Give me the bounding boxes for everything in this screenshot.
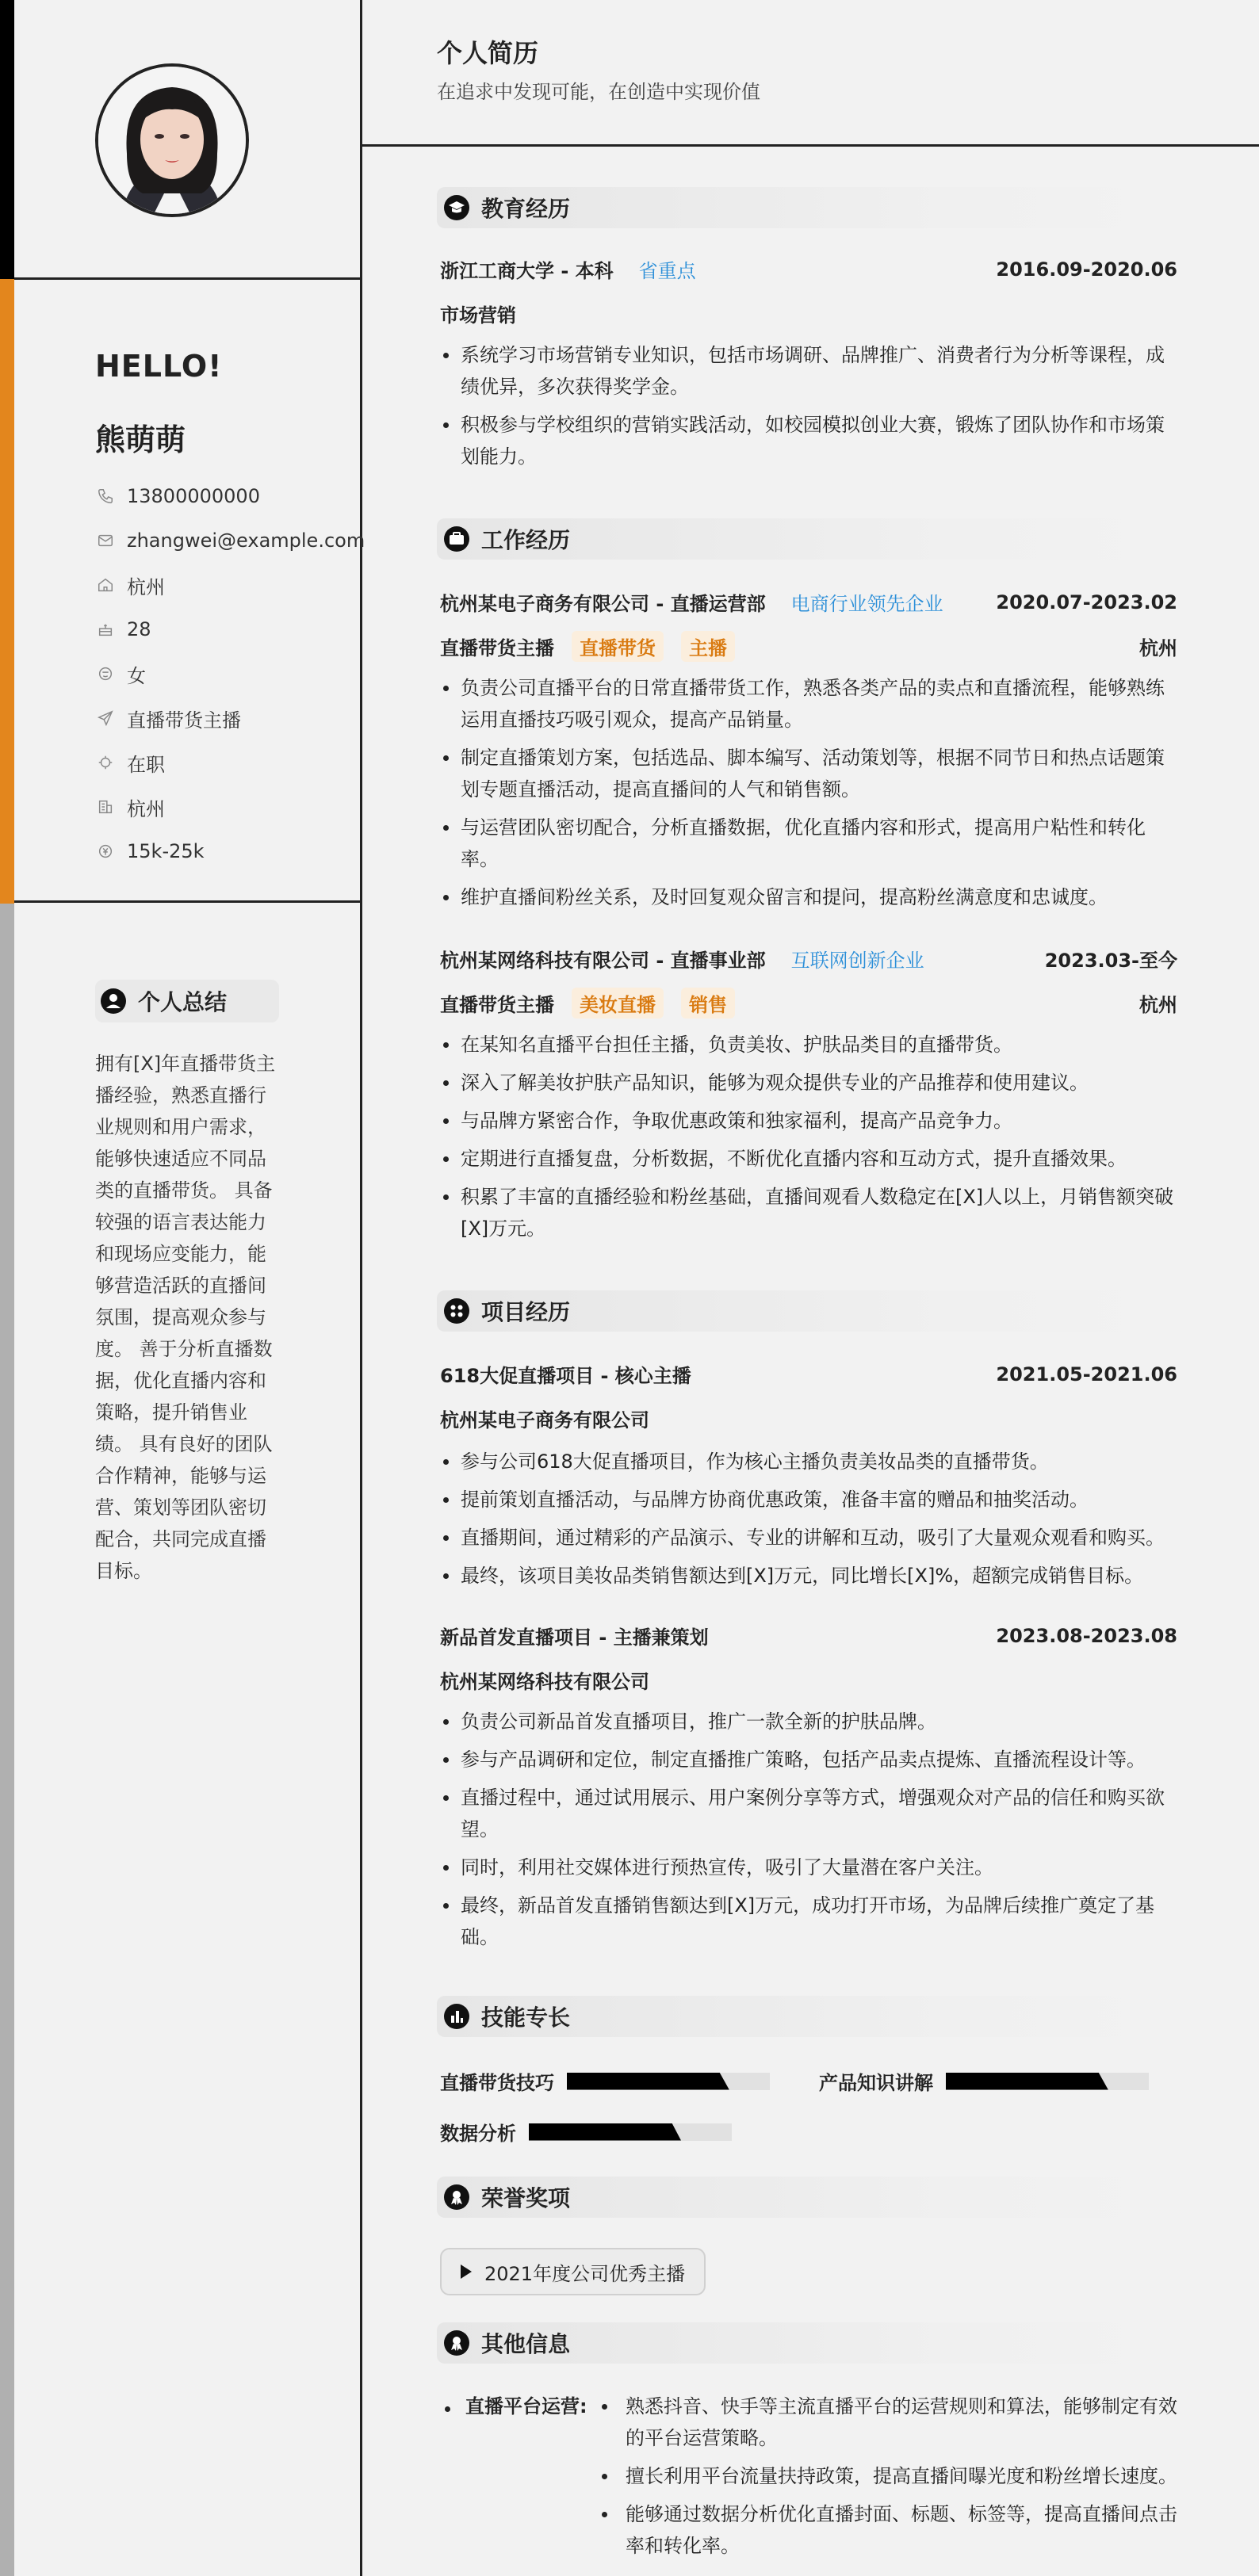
summary-text: 拥有[X]年直播带货主播经验，熟悉直播行业规则和用户需求，能够快速适应不同品类的直播带货。 具备较强的语言表达能力和现场应变能力，能够营造活跃的直播间氛围，提高观众参与度。 善于分析直播数据，优化直播内容和策略，提升销售业绩。 具有良好的团队合作精神，能够与运营、策划等团队密切配合，共同完成直播目标。 [95, 1053, 276, 1582]
list-item: 同时，利用社交媒体进行预热宣传，吸引了大量潜在客户关注。 [440, 1852, 1179, 1883]
header-divider [362, 144, 1259, 147]
contact-email-text: zhangwei@example.com [127, 529, 365, 552]
bar-chart-icon [443, 2003, 470, 2030]
skill-bar [529, 2123, 732, 2141]
education-bullets [440, 339, 1179, 479]
job-tag: 主播 [681, 631, 735, 662]
list-item: 与运营团队密切配合，分析直播数据，优化直播内容和形式，提高用户粘性和转化率。 [440, 812, 1179, 875]
sidebar [0, 0, 365, 2576]
job-tag: 美妆直播 [572, 988, 664, 1019]
project-header-row [440, 1622, 1177, 1649]
contact-city [95, 785, 365, 829]
project-name: 新品首发直播项目 - 主播兼策划 [440, 1626, 709, 1649]
job-tag: 直播带货 [572, 631, 664, 662]
job-company: 杭州某电子商务有限公司 - 直播运营部 [440, 593, 766, 615]
salary-icon [95, 841, 116, 862]
skill-bar-fill [567, 2073, 729, 2090]
contact-salary [95, 829, 365, 873]
skill-bar [946, 2073, 1149, 2090]
bullet-dot [445, 2406, 450, 2412]
graduation-cap-icon [443, 194, 470, 221]
list-item: 直播期间，通过精彩的产品演示、专业的讲解和互动，吸引了大量观众观看和购买。 [440, 1522, 1179, 1554]
job-city: 杭州 [1139, 637, 1177, 659]
list-item: 维护直播间粉丝关系，及时回复观众留言和提问，提高粉丝满意度和忠诚度。 [440, 881, 1179, 913]
main-content [362, 0, 1259, 2576]
award-chip [440, 2248, 706, 2295]
gender-icon [95, 663, 116, 684]
summary-title: 个人总结 [138, 989, 228, 1015]
avatar [95, 63, 249, 217]
other-label: 直播平台运营: [465, 2395, 587, 2417]
grid-icon [443, 1298, 470, 1324]
mail-icon [95, 530, 116, 551]
project-bullets [440, 1446, 1179, 1598]
job-city: 杭州 [1139, 994, 1177, 1016]
page-title: 个人简历 [437, 38, 539, 68]
other-bullets [599, 2391, 1185, 2568]
education-heading [437, 187, 1179, 228]
job-company-tag: 电商行业领先企业 [790, 593, 943, 615]
project-name: 618大促直播项目 - 核心主播 [440, 1365, 691, 1387]
contact-phone-text: 13800000000 [127, 485, 260, 507]
skill-bar-fill [946, 2073, 1108, 2090]
other-heading [437, 2322, 1179, 2364]
project-company: 杭州某电子商务有限公司 [440, 1409, 649, 1431]
education-major-row [440, 300, 1177, 327]
list-item: 制定直播策划方案，包括选品、脚本编写、活动策划等，根据不同节日和热点话题策划专题直播活动，提高直播间的人气和销售额。 [440, 742, 1179, 805]
list-item: 最终，该项目美妆品类销售额达到[X]万元，同比增长[X]%，超额完成销售目标。 [440, 1560, 1179, 1592]
project-company-row [440, 1405, 1177, 1432]
job-role-row [440, 631, 1177, 662]
list-item: 熟悉抖音、快手等主流直播平台的运营规则和算法，能够制定有效的平台运营策略。 [599, 2391, 1185, 2454]
education-date: 2016.09-2020.06 [996, 258, 1177, 281]
contact-position-text: 直播带货主播 [127, 709, 241, 732]
contact-age-text: 28 [127, 618, 151, 640]
job-bullets [440, 1029, 1179, 1251]
list-item: 擅长利用平台流量扶持政策，提高直播间曝光度和粉丝增长速度。 [599, 2460, 1185, 2492]
job-header-row [440, 588, 1177, 616]
project-date: 2023.08-2023.08 [996, 1624, 1177, 1647]
contact-salary-text: 15k-25k [127, 840, 205, 862]
hello-heading: HELLO! [95, 349, 223, 384]
contact-email [95, 518, 365, 563]
skill-item [440, 2067, 770, 2095]
status-icon [95, 752, 116, 773]
job-date: 2020.07-2023.02 [996, 590, 1177, 613]
project-bullets [440, 1706, 1179, 1959]
cake-icon [95, 619, 116, 640]
triangle-icon [461, 2265, 472, 2279]
skills-title: 技能专长 [481, 2005, 571, 2031]
project-company: 杭州某网络科技有限公司 [440, 1671, 649, 1693]
project-date: 2021.05-2021.06 [996, 1363, 1177, 1385]
skill-bar-fill [529, 2123, 681, 2141]
job-header-row [440, 945, 1177, 973]
home-icon [95, 575, 116, 595]
skill-item [819, 2067, 1149, 2095]
user-circle-icon [100, 988, 127, 1015]
award-icon [443, 2184, 470, 2211]
job-date: 2023.03-至今 [1044, 950, 1177, 972]
award-text: 2021年度公司优秀主播 [484, 2262, 686, 2285]
skill-name: 数据分析 [440, 2123, 516, 2145]
list-item: 积极参与学校组织的营销实践活动，如校园模拟创业大赛，锻炼了团队协作和市场策划能力。 [440, 409, 1179, 472]
contact-gender [95, 652, 365, 696]
contact-position [95, 696, 365, 740]
summary-heading [95, 980, 279, 1022]
list-item: 深入了解美妆护肤产品知识，能够为观众提供专业的产品推荐和使用建议。 [440, 1067, 1179, 1099]
send-icon [95, 708, 116, 728]
job-role-row [440, 988, 1177, 1019]
list-item: 提前策划直播活动，与品牌方协商优惠政策，准备丰富的赠品和抽奖活动。 [440, 1484, 1179, 1515]
list-item: 负责公司直播平台的日常直播带货工作，熟悉各类产品的卖点和直播流程，能够熟练运用直播技巧吸引观众，提高产品销量。 [440, 672, 1179, 736]
phone-icon [95, 486, 116, 506]
list-item: 能够通过数据分析优化直播封面、标题、标签等，提高直播间点击率和转化率。 [599, 2498, 1185, 2562]
contact-home [95, 563, 365, 607]
other-title: 其他信息 [481, 2331, 571, 2357]
skill-name: 产品知识讲解 [819, 2072, 933, 2094]
avatar-portrait-icon [98, 67, 246, 214]
list-item: 系统学习市场营销专业知识，包括市场调研、品牌推广、消费者行为分析等课程，成绩优异，多次获得奖学金。 [440, 339, 1179, 403]
list-item: 与品牌方紧密合作，争取优惠政策和独家福利，提高产品竞争力。 [440, 1105, 1179, 1137]
person-name: 熊萌萌 [95, 422, 186, 457]
awards-heading [437, 2177, 1179, 2218]
sidebar-accent-gray [0, 904, 14, 2576]
contact-gender-text: 女 [127, 664, 146, 687]
contact-age [95, 607, 365, 652]
sidebar-accent-orange [0, 279, 14, 904]
list-item: 参与产品调研和定位，制定直播推广策略，包括产品卖点提炼、直播流程设计等。 [440, 1744, 1179, 1775]
job-company: 杭州某网络科技有限公司 - 直播事业部 [440, 950, 766, 972]
contact-status [95, 740, 365, 785]
projects-title: 项目经历 [481, 1299, 571, 1325]
major-name: 市场营销 [440, 304, 516, 327]
skill-bar [567, 2073, 770, 2090]
projects-heading [437, 1290, 1179, 1332]
list-item: 直播过程中，通过试用展示、用户案例分享等方式，增强观众对产品的信任和购买欲望。 [440, 1782, 1179, 1845]
contact-list [95, 474, 365, 873]
education-title: 教育经历 [481, 196, 571, 222]
project-company-row [440, 1666, 1177, 1694]
school-name: 浙江工商大学 - 本科 [440, 260, 614, 282]
sidebar-divider [14, 277, 360, 280]
job-tag: 销售 [681, 988, 735, 1019]
job-role: 直播带货主播 [440, 637, 554, 659]
info-badge-icon [443, 2329, 470, 2356]
list-item: 积累了丰富的直播经验和粉丝基础，直播间观看人数稳定在[X]人以上，月销售额突破[X]万元。 [440, 1181, 1179, 1244]
job-bullets [440, 672, 1179, 919]
sidebar-divider [14, 900, 360, 903]
contact-status-text: 在职 [127, 753, 165, 776]
job-company-tag: 互联网创新企业 [790, 950, 924, 972]
page-subtitle: 在追求中发现可能，在创造中实现价值 [437, 81, 760, 103]
contact-city-text: 杭州 [127, 797, 165, 820]
list-item: 最终，新品首发直播销售额达到[X]万元，成功打开市场，为品牌后续推广奠定了基础。 [440, 1890, 1179, 1953]
list-item: 在某知名直播平台担任主播，负责美妆、护肤品类目的直播带货。 [440, 1029, 1179, 1061]
awards-title: 荣誉奖项 [481, 2185, 571, 2211]
list-item: 定期进行直播复盘，分析数据，不断优化直播内容和互动方式，提升直播效果。 [440, 1143, 1179, 1175]
briefcase-icon [443, 526, 470, 552]
building-icon [95, 797, 116, 817]
work-title: 工作经历 [481, 527, 571, 553]
skill-item [440, 2118, 732, 2146]
skill-name: 直播带货技巧 [440, 2072, 554, 2094]
job-role: 直播带货主播 [440, 994, 554, 1016]
work-heading [437, 518, 1179, 560]
contact-phone [95, 474, 365, 518]
skills-heading [437, 1996, 1179, 2037]
list-item: 负责公司新品首发直播项目，推广一款全新的护肤品牌。 [440, 1706, 1179, 1737]
education-header-row [440, 255, 1177, 283]
school-tag: 省重点 [638, 260, 696, 282]
contact-home-text: 杭州 [127, 575, 165, 598]
list-item: 参与公司618大促直播项目，作为核心主播负责美妆品类的直播带货。 [440, 1446, 1179, 1477]
sidebar-accent-black [0, 0, 14, 279]
project-header-row [440, 1360, 1177, 1388]
